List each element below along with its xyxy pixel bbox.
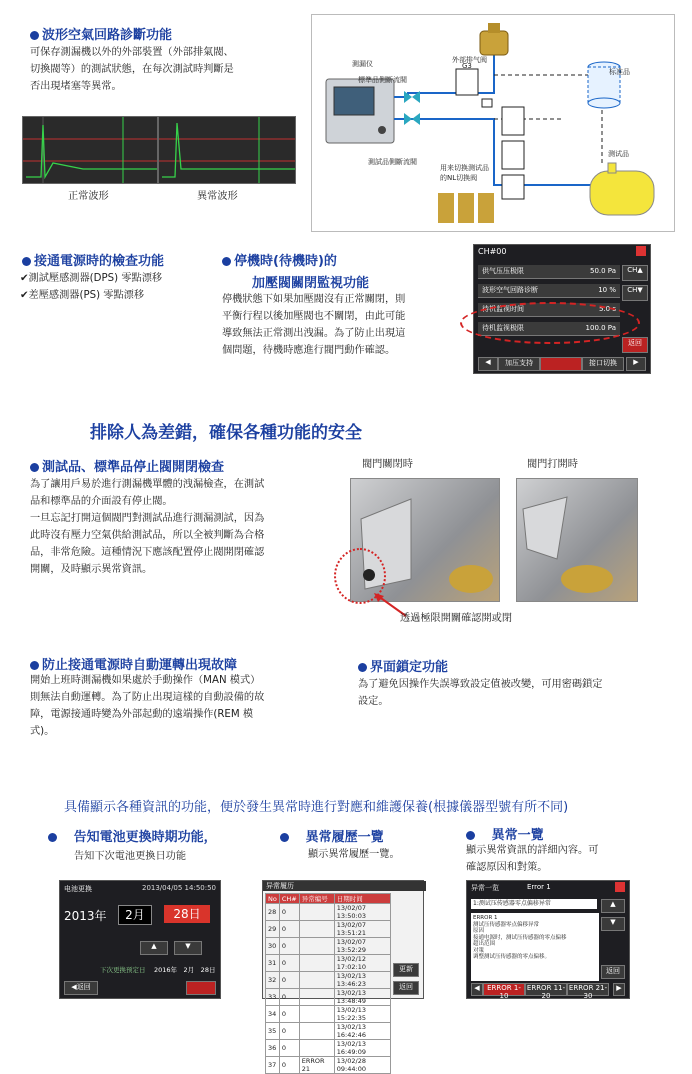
normal-waveform-label: 正常波形 <box>68 191 109 202</box>
bullet-icon <box>48 833 57 842</box>
g3-label: G3 <box>462 62 472 70</box>
screen-title: 电池更换 <box>64 885 92 893</box>
leak-tester-label: 測漏仪 <box>352 60 373 68</box>
valve-closed-label: 閥門關閉時 <box>362 459 413 470</box>
month-value[interactable]: 2月 <box>118 905 152 925</box>
abnormal-waveform-label: 異常波形 <box>197 191 238 202</box>
next-icon[interactable]: ▶ <box>613 983 625 996</box>
table-row: 32 0 13/02/13 13:46:23 <box>266 972 391 989</box>
down-button[interactable]: ▼ <box>601 917 625 931</box>
table-row: 28 0 13/02/07 13:50:03 <box>266 904 391 921</box>
bullet-icon <box>466 831 475 840</box>
table-row: 33 0 13/02/13 13:48:49 <box>266 989 391 1006</box>
waveform-diagnosis-body: 可保存測漏機以外的外部裝置（外部排氣閥、 切換閥等）的測試狀態，在每次測試時判斷是 否出現堵塞等異常。 <box>30 47 234 92</box>
battery-notice-body: 告知下次電池更換日功能 <box>74 851 187 862</box>
power-on-check-list <box>20 270 162 304</box>
exhaust-valve-label: 外部排气阀 <box>452 56 487 64</box>
list-item[interactable]: 波形空气回路诊断 10 % <box>478 284 620 298</box>
pneumatic-circuit-diagram <box>311 14 675 232</box>
auto-run-protection-body: 開始上班時測漏機如果處於手動操作（MAN 模式） 則無法自動運轉。為了防止出現這樣的自動設備的故 障，電源接通時變為外部起動的遠端操作(REM 模 式)。 <box>30 675 265 737</box>
power-on-check-title: 接通電源時的檢查功能 <box>22 250 164 269</box>
next-change-label: 下次更换预定日 <box>100 966 146 974</box>
screen-title: CH#00 <box>478 247 507 256</box>
highlight-ellipse <box>460 302 640 344</box>
bullet-icon <box>280 833 289 842</box>
table-row: 36 0 13/02/13 16:49:09 <box>266 1040 391 1057</box>
list-item[interactable]: 供气压压极限 50.0 Pa <box>478 265 620 279</box>
bullet-icon <box>30 463 39 472</box>
auto-run-protection-title: 防止接通電源時自動運轉出現故障 <box>30 654 237 673</box>
list-item: ✔差壓感測器(PS) 零點漂移 <box>20 290 145 301</box>
tab-active[interactable] <box>540 357 582 371</box>
error-history-screen <box>262 880 424 1073</box>
error-detail: ERROR 1 测试压传感器零点偏移异常 原因 接通电源时，测试压传感器的零点偏移 超出范围 对策 调整测试压传感器的零点偏移。 <box>471 913 599 981</box>
down-button[interactable]: ▼ <box>174 941 202 955</box>
back-button[interactable]: 返回 <box>393 981 419 995</box>
next-icon[interactable]: ▶ <box>626 357 646 371</box>
standby-monitor-title: 停機時(待機時)的 加壓閥關閉監視功能 <box>222 250 369 291</box>
error-list-title: 異常一覽 <box>466 824 544 843</box>
bullet-icon <box>30 31 39 40</box>
table-row: 35 0 13/02/13 16:42:46 <box>266 1023 391 1040</box>
bullet-icon <box>22 257 31 266</box>
list-item[interactable]: 待机监视极限 100.0 Pa <box>478 322 620 336</box>
tab-error-21-30[interactable]: ERROR 21-30 <box>568 984 608 1000</box>
up-button[interactable]: ▲ <box>140 941 168 955</box>
check-icon: ✔ <box>20 273 29 284</box>
error-list-screen <box>466 880 630 999</box>
tab-pressure-support[interactable]: 加压支持 <box>498 357 540 371</box>
ch-down-button[interactable]: CH▼ <box>622 285 648 301</box>
back-button[interactable]: 返回 <box>622 337 648 353</box>
safety-banner: 排除人為差錯，確保各種功能的安全 <box>90 423 362 443</box>
test-item-label: 测试品 <box>608 150 629 158</box>
stop-valve-check-body: 為了讓用戶易於進行測漏機單體的洩漏檢查，在測試 品和標準品的介面設有停止閥。 一旦忘記打開這個閥門對測試品進行測漏測試，因為 此時沒有壓力空氣供給測試品，所以全被判斷為合格 品，非常危險。這種情況下應該配置停止閥開閉確認 開關，及時顯示異常資訊。 <box>30 479 265 575</box>
tab-error-1-10[interactable]: ERROR 1-10 <box>483 983 525 996</box>
tab-error-11-20[interactable]: ERROR 11-20 <box>526 984 566 1000</box>
table-row: 34 0 13/02/13 15:22:35 <box>266 1006 391 1023</box>
prev-icon[interactable]: ◀ <box>471 983 483 996</box>
screen-title: 异常履历 <box>263 881 426 891</box>
interface-lock-body: 為了避免因操作失誤導致設定值被改變，可用密碼鎖定 設定。 <box>358 679 603 707</box>
table-row: 29 0 13/02/07 13:51:21 <box>266 921 391 938</box>
error-code: Error 1 <box>527 883 551 891</box>
bullet-icon <box>358 663 367 672</box>
back-button[interactable]: ◀返回 <box>64 981 98 995</box>
home-icon[interactable] <box>615 882 625 892</box>
standard-label: 标准品 <box>609 68 630 76</box>
bullet-icon <box>30 661 39 670</box>
std-valve-label: 標準品側斷流閥 <box>358 76 407 84</box>
prev-icon[interactable]: ◀ <box>478 357 498 371</box>
stop-valve-check-title: 測試品、標準品停止閥開閉檢查 <box>30 456 224 475</box>
limit-switch-note: 透過極限開關確認開或閉 <box>400 613 513 624</box>
info-banner: 具備顯示各種資訊的功能，便於發生異常時進行對應和維護保養(根據儀器型號有所不同) <box>64 800 569 815</box>
error-list-body: 顯示異常資訊的詳細內容。可 確認原因和對策。 <box>466 845 599 873</box>
home-button[interactable] <box>186 981 216 995</box>
check-icon: ✔ <box>20 290 29 301</box>
tab-interface-switch[interactable]: 接口切换 <box>582 357 624 371</box>
error-item[interactable]: 1:测试压传感器零点偏移异常 <box>471 899 597 909</box>
list-item[interactable]: 待机监视时间 5.0 s <box>478 303 620 317</box>
test-valve-label: 測試品側斷流閥 <box>368 158 417 166</box>
home-icon[interactable] <box>636 246 646 256</box>
screen-title: 异常一览 <box>471 884 499 892</box>
table-row: 37 0 ERROR 21 13/02/28 09:44:00 <box>266 1057 391 1074</box>
abnormal-waveform-scope <box>158 116 296 184</box>
year-value: 2013年 <box>64 909 107 923</box>
bullet-icon <box>222 257 231 266</box>
datetime: 2013/04/05 14:50:50 <box>141 884 216 892</box>
back-button[interactable]: 返回 <box>601 965 625 979</box>
interface-lock-title: 界面鎖定功能 <box>358 656 448 675</box>
valve-open-photo <box>516 478 638 602</box>
standby-monitor-body: 停機狀態下如果加壓閥沒有正常關閉，則 平衡行程以後加壓閥也不關閉，由此可能 導致無法正常測出洩漏。為了防止出現這 個問題，待機時應進行閥門動作確認。 <box>222 294 406 356</box>
error-history-title: 異常履歷一覽 <box>280 826 384 845</box>
day-value[interactable]: 28日 <box>164 905 210 923</box>
valve-open-label: 閥門打開時 <box>527 459 578 470</box>
table-row: 31 0 13/02/12 17:02:10 <box>266 955 391 972</box>
battery-notice-title: 告知電池更換時期功能， <box>48 826 217 845</box>
normal-waveform-scope <box>22 116 158 184</box>
error-history-body: 顯示異常履歷一覽。 <box>308 849 400 860</box>
update-button[interactable]: 更新 <box>393 963 419 977</box>
list-item: ✔測試壓感測器(DPS) 零點漂移 <box>20 273 163 284</box>
ch-up-button[interactable]: CH▲ <box>622 265 648 281</box>
up-button[interactable]: ▲ <box>601 899 625 913</box>
next-change-date: 2016年 2月 28日 <box>154 966 216 974</box>
waveform-diagnosis-title: 波形空氣回路診斷功能 <box>30 24 172 43</box>
battery-screen <box>59 880 221 999</box>
table-row: 30 0 13/02/07 13:52:29 <box>266 938 391 955</box>
error-history-table: No CH# 异常编号 日期时间 28 0 13/02/07 13:50:03 29 0 13/02/07 13:51:21 30 0 13/02/07 13:52:29 31 0 13/02/12 17:02:10 32 0 13/02/13 13:46:23 33 0 13/02/13 13:48:49 34 0 13/02/13 15:22:35 35 0 13/02/13 16:42:46 36 0 13/02/13 16:49:09 37 0 ERROR 21 13/02/28 09:44:00 <box>265 893 391 1074</box>
nl-valve-label: 用来切换测试品 的NL切换阀 <box>440 164 489 182</box>
